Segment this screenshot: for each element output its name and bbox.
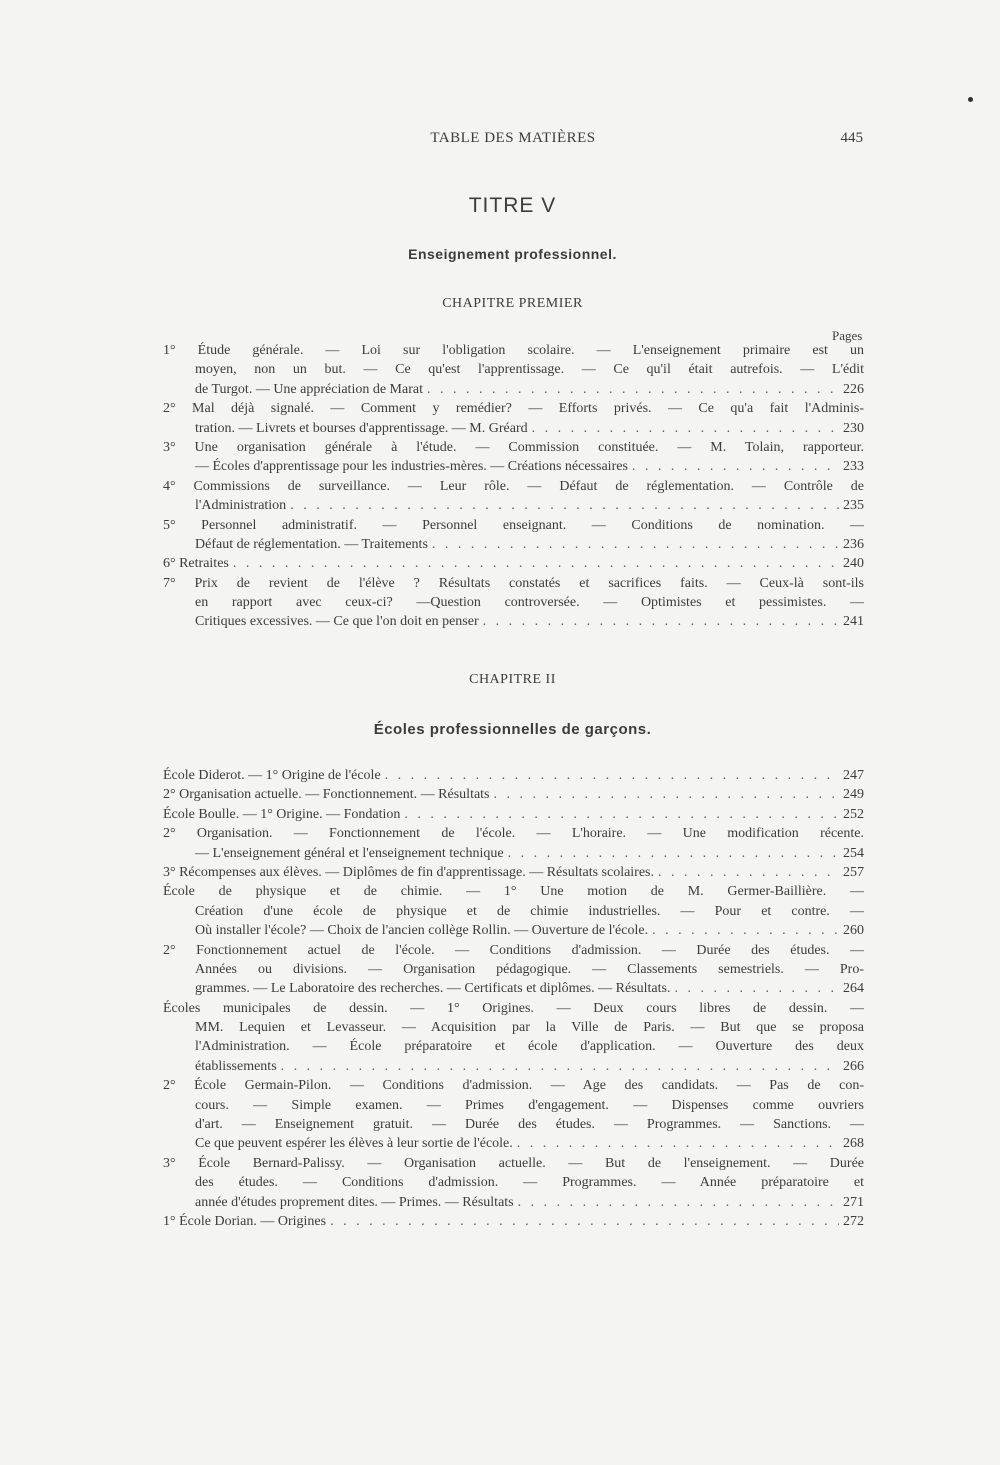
toc-entry-page: 257 bbox=[843, 864, 864, 880]
toc-entry-text: Ce que peuvent espérer les élèves à leur sortie de l'école. bbox=[195, 1136, 513, 1152]
toc-entry-text: Défaut de réglementation. — Traitements bbox=[195, 536, 428, 552]
toc-entry: d'art. — Enseignement gratuit. — Durée des études. — Programmes. — Sanctions. — bbox=[195, 1117, 864, 1133]
dot-leader bbox=[290, 496, 839, 515]
dot-leader bbox=[658, 863, 839, 882]
toc-entry bbox=[163, 496, 864, 515]
dot-leader bbox=[652, 921, 839, 940]
toc-entry-page: 230 bbox=[843, 420, 864, 436]
toc-entry-text: grammes. — Le Laboratoire des recherches. — Certificats et diplômes. — Résultats. bbox=[195, 981, 671, 997]
dot-leader bbox=[233, 554, 839, 573]
toc-entry-text: établissements bbox=[195, 1058, 277, 1074]
dot-leader bbox=[632, 457, 839, 476]
toc-entry bbox=[163, 1193, 864, 1212]
toc-entry bbox=[163, 419, 864, 438]
toc-entry-page: 252 bbox=[843, 806, 864, 822]
toc-entry bbox=[163, 457, 864, 476]
dot-leader bbox=[483, 612, 839, 631]
toc-entry-text: — Écoles d'apprentissage pour les industries-mères. — Créations nécessaires bbox=[195, 459, 628, 475]
toc-entry-text: 2° Organisation actuelle. — Fonctionnement. — Résultats bbox=[163, 787, 490, 803]
dot-leader bbox=[517, 1134, 839, 1153]
toc-entry-text: — L'enseignement général et l'enseignement technique bbox=[195, 845, 504, 861]
toc-entry-text: 3° Récompenses aux élèves. — Diplômes de fin d'apprentissage. — Résultats scolaires. bbox=[163, 864, 655, 880]
dot-leader bbox=[508, 844, 839, 863]
toc-entry bbox=[163, 1212, 864, 1231]
toc-entry-page: 240 bbox=[843, 556, 864, 572]
chapter-2-subject: Écoles professionnelles de garçons. bbox=[373, 721, 652, 738]
dot-leader bbox=[281, 1057, 839, 1076]
toc-entry: des études. — Conditions d'admission. — Programmes. — Année préparatoire et bbox=[195, 1175, 864, 1191]
toc-entry-page: 247 bbox=[843, 768, 864, 783]
page-number: 445 bbox=[840, 130, 863, 146]
toc-entry-text: l'Administration bbox=[195, 498, 287, 514]
toc-entry-text: 6° Retraites bbox=[163, 556, 229, 572]
toc-entry-text: École Diderot. — 1° Origine de l'école bbox=[163, 768, 381, 783]
dot-leader bbox=[494, 785, 839, 804]
toc-entry: École de physique et de chimie. — 1° Une motion de M. Germer-Baillière. — bbox=[163, 884, 864, 900]
toc-entry bbox=[163, 921, 864, 940]
running-title: TABLE DES MATIÈRES bbox=[430, 130, 596, 146]
toc-entry: Écoles municipales de dessin. — 1° Origines. — Deux cours libres de dessin. — bbox=[163, 1000, 864, 1016]
toc-entry bbox=[163, 535, 864, 554]
toc-entry bbox=[163, 785, 864, 804]
toc-entry-page: 268 bbox=[843, 1136, 864, 1152]
running-head bbox=[163, 130, 863, 152]
toc-entry: 1° Étude générale. — Loi sur l'obligation scolaire. — L'enseignement primaire est un bbox=[163, 343, 864, 358]
chapter-1-toc bbox=[163, 341, 864, 632]
toc-entry-page: 272 bbox=[843, 1213, 864, 1229]
toc-entry: 2° Organisation. — Fonctionnement de l'école. — L'horaire. — Une modification récente. bbox=[163, 826, 864, 842]
toc-entry-page: 226 bbox=[843, 381, 864, 397]
toc-entry: 7° Prix de revient de l'élève ? Résultats constatés et sacrifices faits. — Ceux-là sont-ils bbox=[163, 575, 864, 591]
dot-leader bbox=[432, 535, 839, 554]
toc-entry-text: de Turgot. — Une appréciation de Marat bbox=[195, 381, 423, 397]
toc-entry: MM. Lequien et Levasseur. — Acquisition par la Ville de Paris. — But que se proposa bbox=[195, 1020, 864, 1036]
toc-entry-page: 260 bbox=[843, 923, 864, 939]
dot-leader bbox=[674, 979, 839, 998]
toc-entry: moyen, non un but. — Ce qu'est l'apprentissage. — Ce qu'il était autrefois. — L'édit bbox=[195, 362, 864, 378]
toc-entry-text: année d'études proprement dites. — Primes. — Résultats bbox=[195, 1194, 514, 1210]
toc-entry bbox=[163, 979, 864, 998]
subject-heading: Enseignement professionnel. bbox=[408, 246, 617, 262]
toc-entry bbox=[163, 805, 864, 824]
toc-entry bbox=[163, 844, 864, 863]
toc-entry bbox=[163, 380, 864, 399]
dot-leader bbox=[404, 805, 839, 824]
dot-leader bbox=[385, 766, 839, 785]
toc-entry-text: Où installer l'école? — Choix de l'ancien collège Rollin. — Ouverture de l'école. bbox=[195, 923, 649, 939]
toc-entry-page: 264 bbox=[843, 981, 864, 997]
toc-entry bbox=[163, 766, 864, 785]
toc-entry bbox=[163, 554, 864, 573]
toc-entry-text: École Boulle. — 1° Origine. — Fondation bbox=[163, 806, 401, 822]
toc-entry: 2° Mal déjà signalé. — Comment y remédier? — Efforts privés. — Ce qu'a fait l'Adminis- bbox=[163, 401, 864, 417]
toc-entry: 5° Personnel administratif. — Personnel enseignant. — Conditions de nomination. — bbox=[163, 517, 864, 533]
toc-entry-page: 266 bbox=[843, 1058, 864, 1074]
chapter-2-heading: CHAPITRE II bbox=[469, 672, 556, 687]
toc-entry-page: 235 bbox=[843, 498, 864, 514]
toc-entry: 2° Fonctionnement actuel de l'école. — Conditions d'admission. — Durée des études. — bbox=[163, 942, 864, 958]
toc-entry: l'Administration. — École préparatoire et école d'application. — Ouverture des deux bbox=[195, 1039, 864, 1055]
toc-entry-page: 249 bbox=[843, 787, 864, 803]
ink-spot bbox=[968, 97, 973, 102]
toc-entry bbox=[163, 1134, 864, 1153]
dot-leader bbox=[330, 1212, 839, 1231]
dot-leader bbox=[532, 419, 839, 438]
toc-entry: 3° Une organisation générale à l'étude. — Commission constituée. — M. Tolain, rapporteur. bbox=[163, 439, 864, 455]
titre-heading: TITRE V bbox=[468, 194, 557, 217]
toc-entry-text: Critiques excessives. — Ce que l'on doit en penser bbox=[195, 614, 479, 630]
pages-column-label: Pages bbox=[832, 328, 863, 343]
toc-entry: Création d'une école de physique et de chimie industrielles. — Pour et contre. — bbox=[195, 903, 864, 919]
toc-entry-page: 233 bbox=[843, 459, 864, 475]
dot-leader bbox=[427, 380, 839, 399]
toc-entry: cours. — Simple examen. — Primes d'engagement. — Dispenses comme ouvriers bbox=[195, 1097, 864, 1113]
toc-entry-text: 1° École Dorian. — Origines bbox=[163, 1213, 327, 1229]
toc-entry-page: 236 bbox=[843, 536, 864, 552]
toc-entry: Années ou divisions. — Organisation pédagogique. — Classements semestriels. — Pro- bbox=[195, 961, 864, 977]
chapter-2-toc bbox=[163, 766, 864, 1231]
dot-leader bbox=[518, 1193, 839, 1212]
toc-entry bbox=[163, 863, 864, 882]
toc-entry-page: 271 bbox=[843, 1194, 864, 1210]
toc-entry-page: 254 bbox=[843, 845, 864, 861]
toc-entry: 4° Commissions de surveillance. — Leur rôle. — Défaut de réglementation. — Contrôle de bbox=[163, 478, 864, 494]
toc-entry: 3° École Bernard-Palissy. — Organisation actuelle. — But de l'enseignement. — Durée bbox=[163, 1155, 864, 1171]
toc-entry: 2° École Germain-Pilon. — Conditions d'admission. — Age des candidats. — Pas de con- bbox=[163, 1078, 864, 1094]
toc-entry bbox=[163, 612, 864, 631]
chapter-1-heading: CHAPITRE PREMIER bbox=[442, 296, 583, 311]
toc-entry bbox=[163, 1057, 864, 1076]
toc-entry-page: 241 bbox=[843, 614, 864, 630]
toc-entry: en rapport avec ceux-ci? —Question controversée. — Optimistes et pessimistes. — bbox=[195, 595, 864, 611]
toc-entry-text: tration. — Livrets et bourses d'apprentissage. — M. Gréard bbox=[195, 420, 528, 436]
